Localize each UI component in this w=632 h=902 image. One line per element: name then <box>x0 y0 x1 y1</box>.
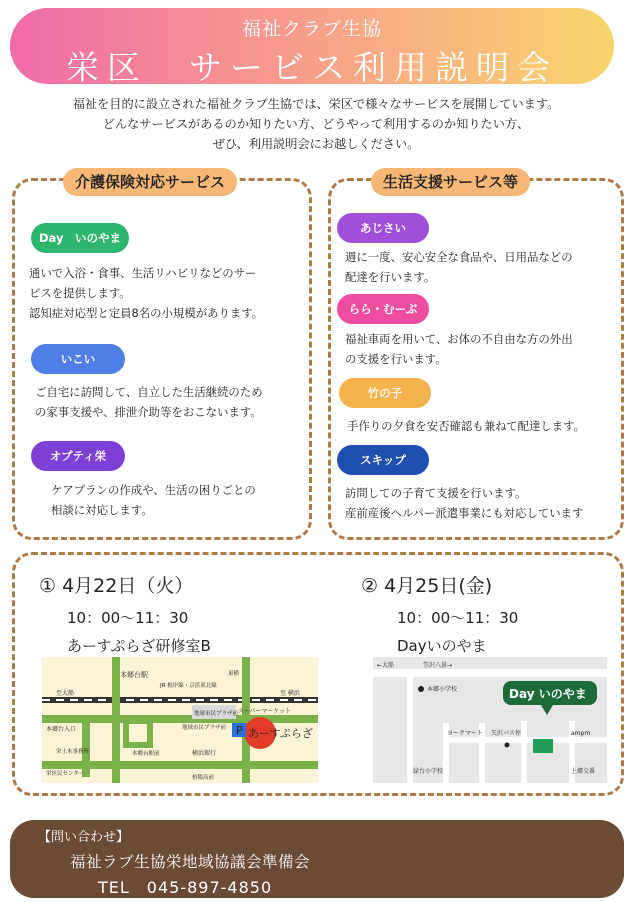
session-2-time: 10：00〜11：30 <box>397 609 519 627</box>
map1-to-yokohama: 至 横浜 <box>280 690 300 697</box>
desc-line: の家事支援や、排泄介助等をおこないます。 <box>35 405 262 419</box>
map1-earth-plaza-label: あーすぷらざ <box>248 727 313 740</box>
map1-plaza-sign: 地球市民プラザ前 <box>194 711 239 717</box>
intro-line: ぜひ、利用説明会にお越しください。 <box>212 137 420 151</box>
life-support-title: 生活支援サービス等 <box>371 168 530 196</box>
map-day-inoyama-svg <box>373 657 607 783</box>
session-1-place: あーすぷらざ研修室B <box>67 637 211 655</box>
map-earth-plaza <box>42 657 318 783</box>
session-panel <box>12 552 624 796</box>
service-desc-lala-move <box>345 329 573 369</box>
map1-hall: 栄区民センター <box>46 771 85 777</box>
service-pill-opti-sakae: オプティ栄 <box>31 441 125 471</box>
desc-line: 産前産後ヘルパー派遣事業にも対応しています <box>345 506 584 520</box>
desc-line: 福祉車両を用いて、お体の不自由な方の外出 <box>345 332 573 346</box>
map1-to-ofuna: 至大船 <box>56 690 75 697</box>
header-subtitle: 福祉クラブ生協 <box>241 18 382 40</box>
service-pill-takenoko: 竹の子 <box>339 378 431 408</box>
service-pill-lala-move: らら・むーぶ <box>337 294 429 324</box>
map1-station-front: 本郷台駅前 <box>132 751 160 757</box>
map1-entrance: 本郷台入口 <box>46 726 77 733</box>
desc-line: ケアプランの作成や、生活の困りごとの <box>51 483 256 497</box>
service-desc-skip <box>345 483 583 523</box>
contact-heading: 【問い合わせ】 <box>38 830 130 845</box>
desc-line: ご自宅に訪問して、自立した生活継続のため <box>35 385 263 399</box>
page-title: 栄区 サービス利用説明会 <box>66 48 558 87</box>
map-day-inoyama <box>373 657 607 783</box>
service-desc-ikoi <box>35 382 263 422</box>
map1-ward-office: 栄土木事務所 <box>56 749 90 755</box>
map2-bus-stop: 矢沢バス停 <box>491 730 522 737</box>
care-insurance-panel <box>12 173 312 540</box>
session-2-place: Dayいのやま <box>397 637 487 655</box>
care-insurance-title: 介護保険対応サービス <box>63 168 237 196</box>
intro-line: どんなサービスがあるのか知りたい方、どうやって利用するのか知りたい方、 <box>102 117 530 131</box>
life-support-panel <box>328 173 624 540</box>
map-earth-plaza-svg <box>42 657 318 783</box>
intro-text <box>0 94 632 154</box>
desc-line: の支援を行います。 <box>345 352 447 366</box>
desc-line: 配達を行います。 <box>345 270 436 284</box>
map2-kamigo: 上郷交番 <box>571 768 596 775</box>
contact-org: 福祉ラブ生協栄地域協議会準備会 <box>70 853 311 871</box>
contact-phone: TEL 045-897-4850 <box>98 878 273 897</box>
map1-line: JR 根岸線・京浜東北線 <box>160 683 217 689</box>
map1-parking: P <box>236 724 243 737</box>
map1-bank: 横浜銀行 <box>192 750 217 757</box>
map1-office: 地域市民プラザ前 <box>182 725 227 731</box>
map2-to-ofuna: ←大船 <box>377 662 395 669</box>
service-desc-opti-sakae <box>51 480 256 520</box>
contact-footer <box>10 820 624 898</box>
service-desc-takenoko: 手作りの夕食を安否確認も兼ねて配達します。 <box>347 419 586 433</box>
map1-station: 本郷台駅 <box>120 671 148 679</box>
map2-school: 本郷小学校 <box>427 686 458 693</box>
desc-line: 訪問しての子育て支援を行います。 <box>345 486 527 500</box>
map1-tokyo-mark: 東横 <box>228 671 240 677</box>
map2-bus: 笠沢八景→ <box>423 662 453 669</box>
desc-line: 相談に対応します。 <box>51 503 153 517</box>
map2-empm: ampm <box>571 730 591 737</box>
header-banner <box>10 8 614 87</box>
map1-supermarket: スーパーマーケット <box>238 708 292 715</box>
session-2-title: ② 4月25日(金) <box>361 575 493 597</box>
desc-line: 認知症対応型と定員8名の小規模があります。 <box>29 306 264 320</box>
service-pill-skip: スキップ <box>337 445 429 475</box>
session-1-title: ① 4月22日（火） <box>39 575 194 597</box>
session-1-time: 10：00〜11：30 <box>67 609 189 627</box>
service-pill-ikoi: いこい <box>31 344 125 374</box>
service-pill-day-inoyama: Day いのやま <box>31 223 129 253</box>
intro-line: 福祉を目的に設立された福祉クラブ生協では、栄区で様々なサービスを展開しています。 <box>72 97 560 111</box>
map2-yorkmart: ヨークマート <box>447 730 484 737</box>
service-desc-ajisai <box>345 247 573 287</box>
desc-line: 週に一度、安心安全な食品や、日用品などの <box>345 250 573 264</box>
service-desc-day-inoyama <box>29 263 263 323</box>
desc-line: ビスを提供します。 <box>29 286 131 300</box>
map1-kashio: 柏陽高前 <box>192 775 215 781</box>
map2-kinko: 緑台小学校 <box>413 768 444 775</box>
desc-line: 通いで入浴・食事、生活リハビリなどのサー <box>29 266 257 280</box>
map2-day-label: Day いのやま <box>509 687 587 701</box>
service-pill-ajisai: あじさい <box>337 213 429 243</box>
